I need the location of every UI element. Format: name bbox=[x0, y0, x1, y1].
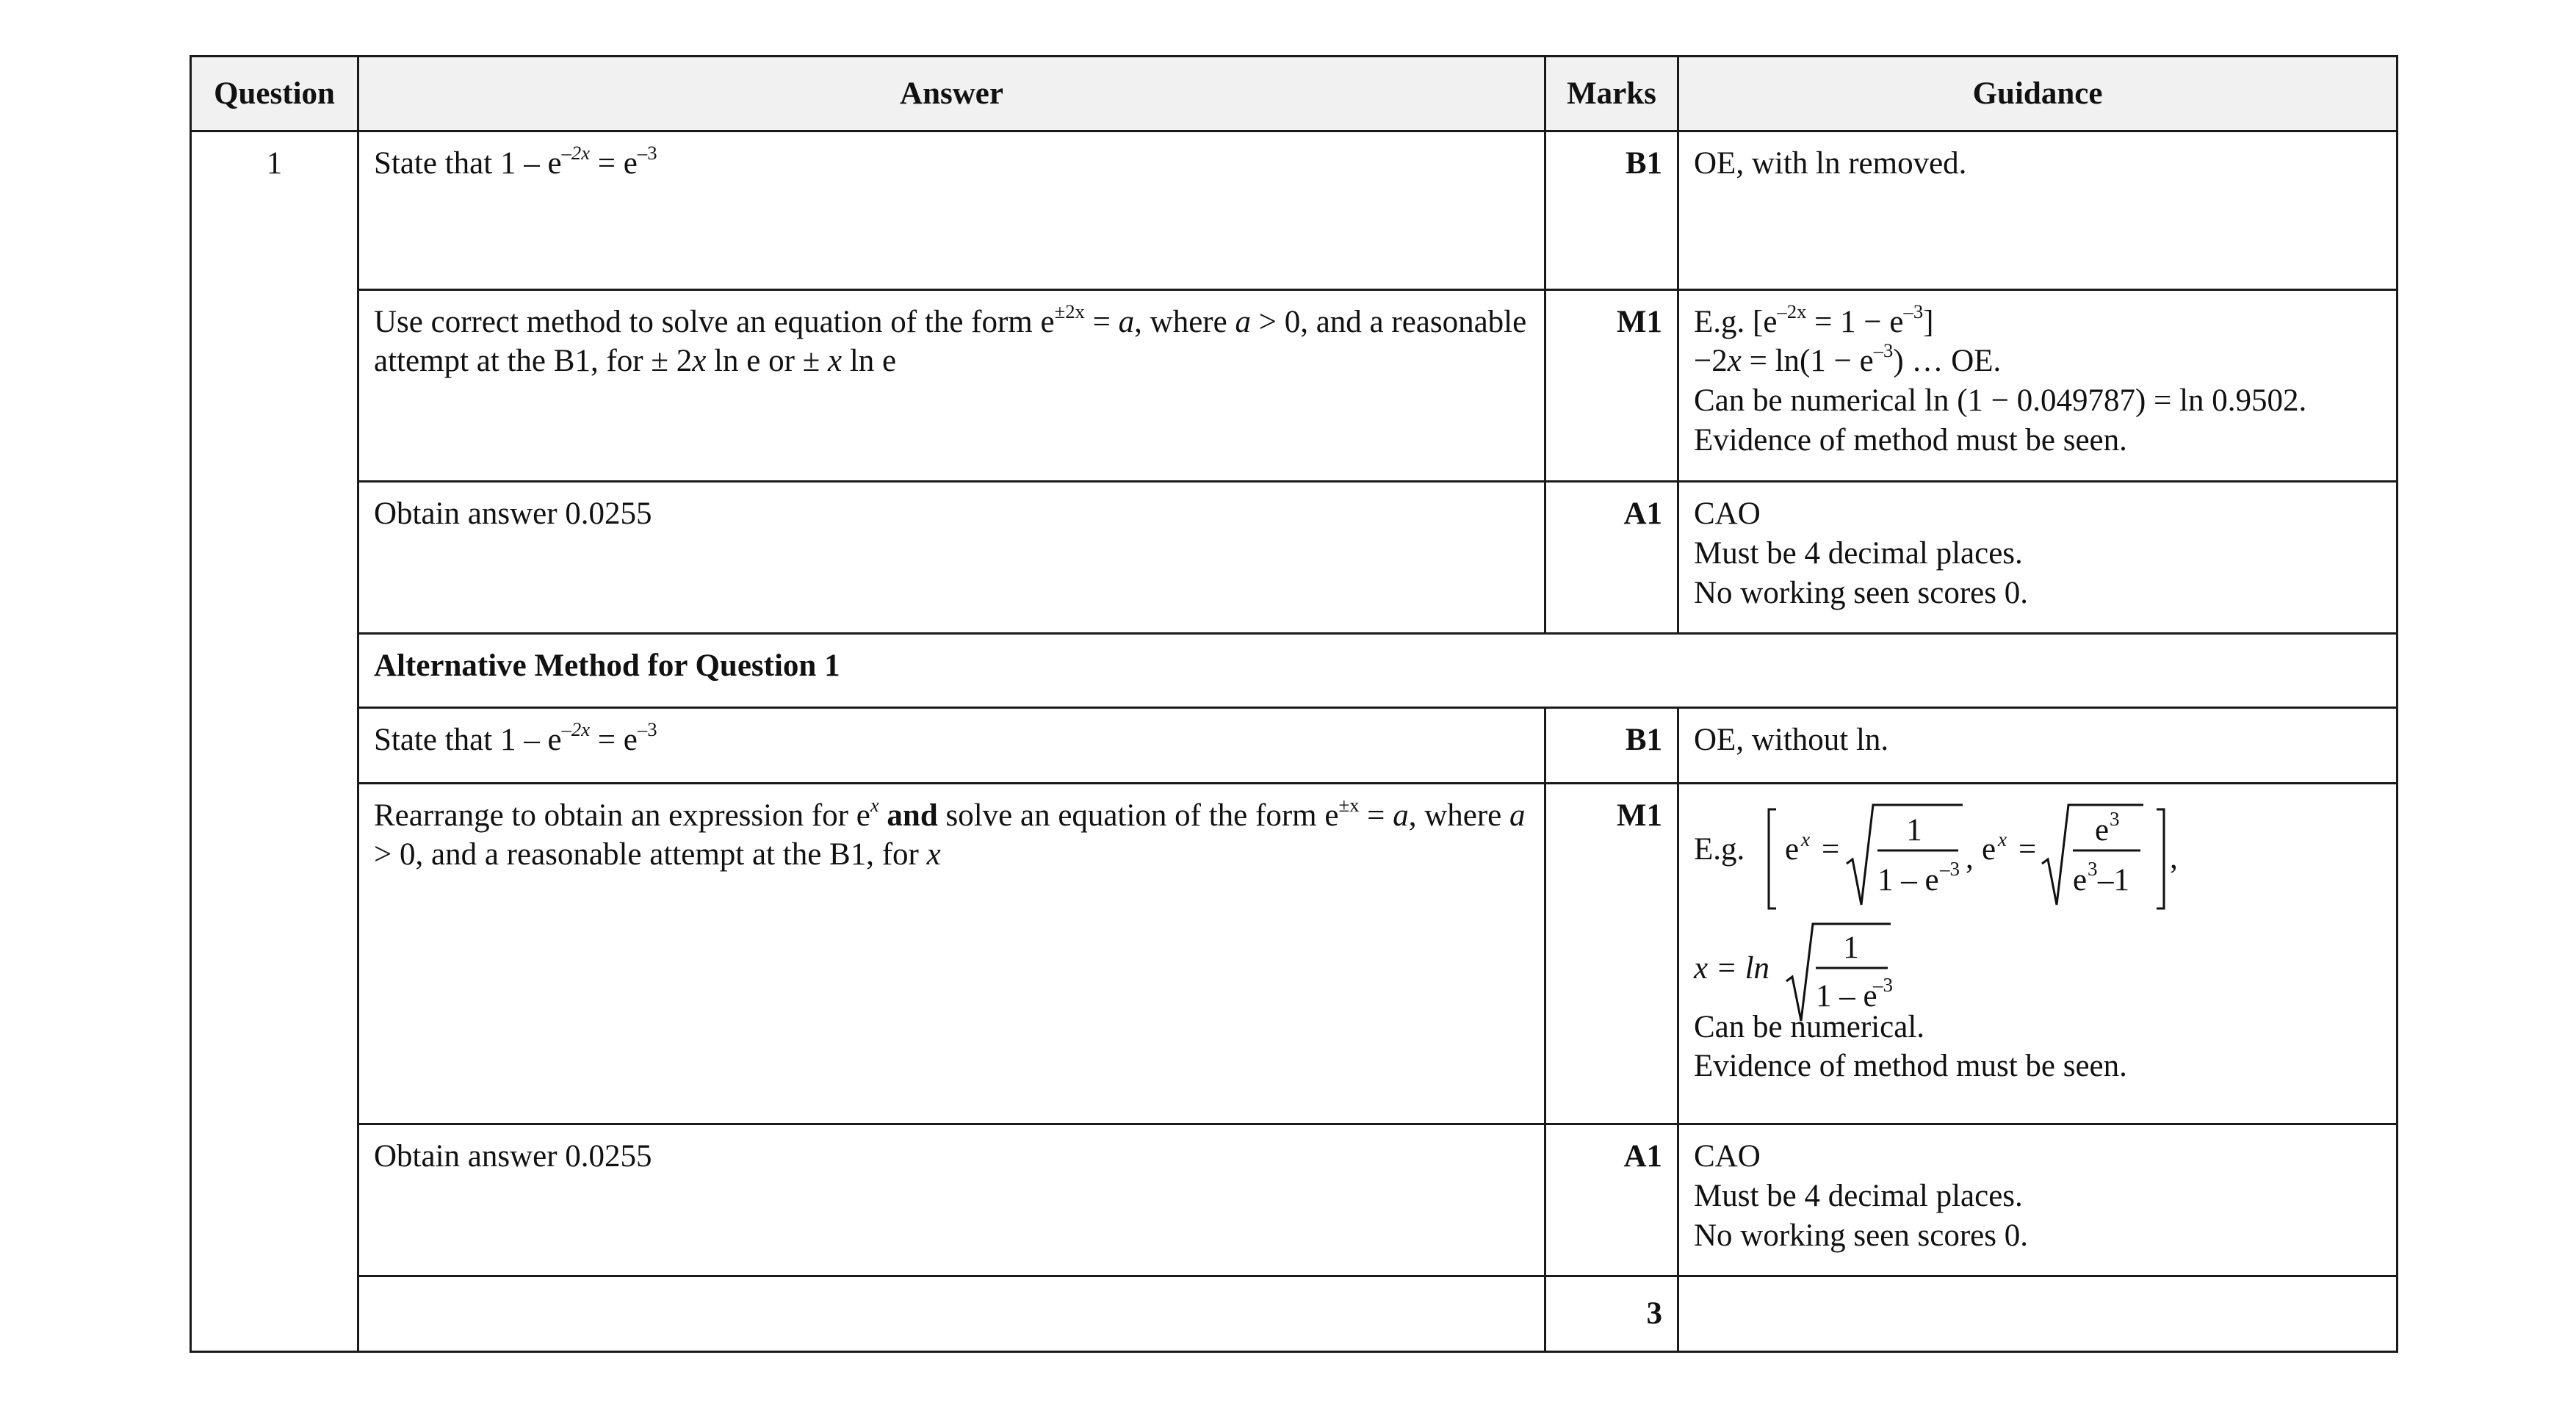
total-mark: 3 bbox=[1545, 1276, 1678, 1351]
table-row bbox=[191, 482, 2398, 634]
guidance-line: No working seen scores 0. bbox=[1694, 1218, 2028, 1253]
mark-cell: A1 bbox=[1545, 482, 1678, 634]
right-bracket bbox=[2157, 809, 2164, 908]
table-row bbox=[191, 634, 2398, 708]
fraction-denominator: e bbox=[2073, 862, 2088, 897]
fraction-denominator: 1 – e bbox=[1877, 862, 1939, 897]
mark-cell: M1 bbox=[1545, 289, 1678, 482]
guidance-line: $-2x = \ln(1 - e^{-3})$ … OE. bbox=[1694, 339, 2002, 379]
table-row bbox=[191, 1124, 2398, 1276]
fraction-denominator-exponent: 3 bbox=[2088, 857, 2098, 880]
mark-scheme-table bbox=[190, 55, 2398, 1353]
mark-cell: B1 bbox=[1545, 131, 1678, 290]
answer-cell bbox=[358, 708, 1545, 783]
fraction-numerator: e bbox=[2095, 812, 2110, 848]
x-equals-ln: x = ln bbox=[1694, 950, 1770, 986]
comma: , bbox=[1966, 840, 1974, 875]
answer-cell bbox=[358, 783, 1545, 1124]
mark-cell: M1 bbox=[1545, 783, 1678, 1124]
fraction-denominator-exponent: –3 bbox=[1940, 857, 1960, 880]
guidance-line: E.g. $[e^{-2x} = 1 - e^{-3}]$ bbox=[1694, 300, 1934, 339]
fraction-denominator-tail: –1 bbox=[2098, 862, 2129, 897]
table-row bbox=[191, 783, 2398, 1124]
ex-exponent: x bbox=[1998, 828, 2007, 850]
guidance-cell: OE, without ln. bbox=[1678, 708, 2398, 783]
alternative-method-heading: Alternative Method for Question 1 bbox=[358, 634, 2398, 708]
fraction-numerator-exponent: 3 bbox=[2110, 807, 2120, 830]
guidance-cell bbox=[1678, 1276, 2398, 1351]
ex-exponent: x bbox=[1801, 828, 1810, 850]
fraction-denominator-exponent: –3 bbox=[1873, 973, 1893, 996]
guidance-line: CAO bbox=[1694, 496, 1761, 532]
answer-cell bbox=[358, 131, 1545, 290]
equation-figure bbox=[1694, 787, 2377, 1013]
header-marks: Marks bbox=[1545, 57, 1678, 131]
header-question: Question bbox=[191, 57, 358, 131]
guidance-line: Can be numerical ln (1 − 0.049787) = ln 0.9502. bbox=[1694, 383, 2307, 419]
guidance-cell bbox=[1678, 783, 2398, 1124]
answer-cell: Obtain answer 0.0255 bbox=[358, 1124, 1545, 1276]
answer-cell bbox=[358, 1276, 1545, 1351]
guidance-line: Must be 4 decimal places. bbox=[1694, 1178, 2023, 1213]
comma: , bbox=[2170, 840, 2178, 875]
guidance-cell bbox=[1678, 482, 2398, 634]
guidance-cell bbox=[1678, 1124, 2398, 1276]
mark-cell: A1 bbox=[1545, 1124, 1678, 1276]
table-row bbox=[191, 131, 2398, 290]
guidance-line: Evidence of method must be seen. bbox=[1694, 422, 2127, 458]
equals-sign: = bbox=[2018, 831, 2037, 867]
answer-text: State that $1 - e^{-2x} = e^{-3}$ bbox=[374, 718, 657, 758]
guidance-line: No working seen scores 0. bbox=[1694, 575, 2028, 610]
ex-base: e bbox=[1982, 831, 1996, 867]
answer-text: Rearrange to obtain an expression for $e^x$ and solve an equation of the form $e^{\pm x} = a$, where a > 0, and a reasonable attempt at the B1, for x bbox=[374, 793, 1526, 872]
answer-text: State that $1 - e^{-2x} = e^{-3}$ bbox=[374, 142, 657, 181]
answer-cell bbox=[358, 289, 1545, 482]
fraction-numerator: 1 bbox=[1906, 812, 1922, 848]
fraction-numerator: 1 bbox=[1843, 930, 1859, 965]
left-bracket bbox=[1769, 809, 1776, 908]
header-row bbox=[191, 57, 2398, 131]
guidance-cell: OE, with ln removed. bbox=[1678, 131, 2398, 290]
guidance-line: Can be numerical. bbox=[1694, 1009, 1925, 1044]
guidance-cell bbox=[1678, 289, 2398, 482]
header-guidance: Guidance bbox=[1678, 57, 2398, 131]
guidance-line: Evidence of method must be seen. bbox=[1694, 1049, 2127, 1084]
eg-label: E.g. bbox=[1694, 831, 1745, 867]
fraction-denominator: 1 – e bbox=[1816, 978, 1877, 1013]
guidance-line: Must be 4 decimal places. bbox=[1694, 536, 2023, 571]
table-row bbox=[191, 289, 2398, 482]
table-row bbox=[191, 708, 2398, 783]
total-row bbox=[191, 1276, 2398, 1351]
equals-sign: = bbox=[1822, 831, 1840, 867]
answer-text: Use correct method to solve an equation of the form $e^{\pm 2x} = a$, where a > 0, and a reasonable attempt at the B1, for ± 2x ln e or ± x ln e bbox=[374, 300, 1527, 379]
answer-cell: Obtain answer 0.0255 bbox=[358, 482, 1545, 634]
mark-cell: B1 bbox=[1545, 708, 1678, 783]
header-answer: Answer bbox=[358, 57, 1545, 131]
guidance-line: CAO bbox=[1694, 1139, 1761, 1174]
question-number: 1 bbox=[191, 131, 358, 1352]
ex-base: e bbox=[1785, 831, 1800, 867]
